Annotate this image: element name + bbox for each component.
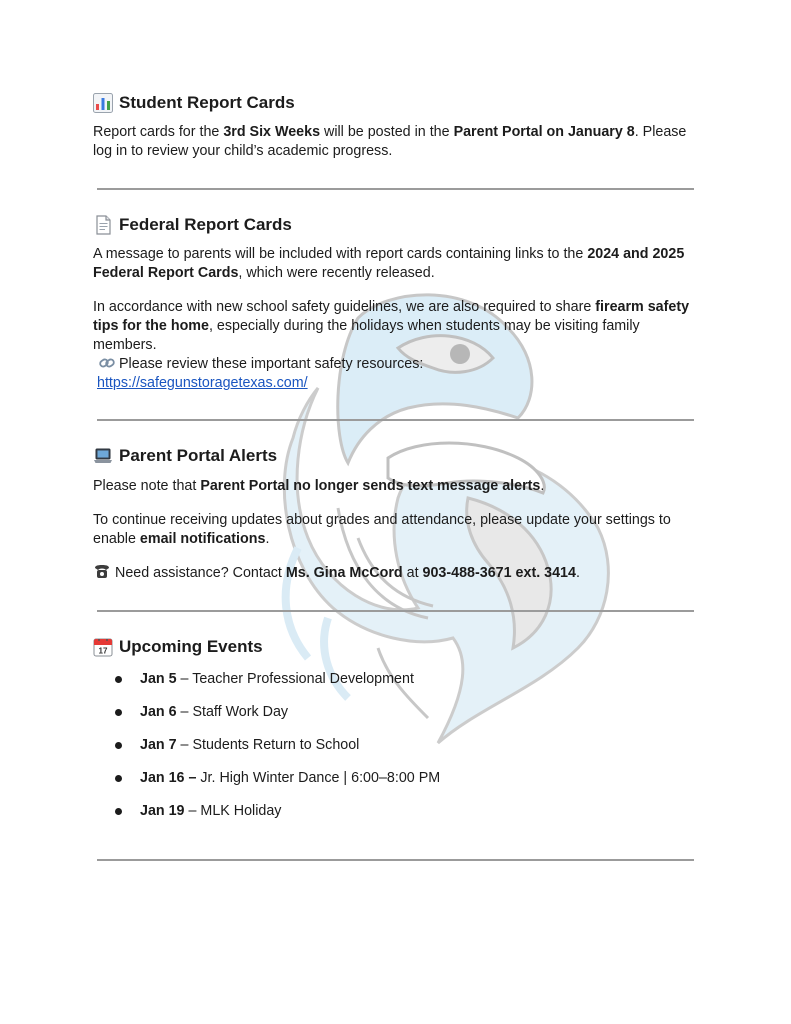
event-item: Jan 5 – Teacher Professional Development	[93, 670, 695, 689]
laptop-icon	[93, 446, 113, 466]
safety-resources-line: Please review these important safety resources:	[93, 355, 695, 374]
federal-title: Federal Report Cards	[119, 215, 292, 234]
newsletter-content	[93, 88, 695, 861]
bullet-icon	[115, 808, 122, 815]
event-item: Jan 6 – Staff Work Day	[93, 703, 695, 722]
portal-title: Parent Portal Alerts	[119, 446, 278, 465]
event-item: Jan 16 – Jr. High Winter Dance | 6:00–8:00 PM	[93, 769, 695, 788]
federal-heading	[93, 210, 695, 240]
phone-icon	[93, 564, 111, 579]
document-icon	[93, 215, 113, 235]
event-item: Jan 7 – Students Return to School	[93, 736, 695, 755]
event-item: Jan 19 – MLK Holiday	[93, 802, 695, 821]
bullet-icon	[115, 676, 122, 683]
federal-paragraph-1: A message to parents will be included with report cards containing links to the 2024 and 2025 Federal Report Cards, which were recently released.	[93, 246, 685, 281]
bar-chart-icon	[93, 93, 113, 113]
bullet-icon	[115, 709, 122, 716]
portal-paragraph-1: Please note that Parent Portal no longer sends text message alerts.	[93, 478, 545, 494]
portal-paragraph-2: To continue receiving updates about grades and attendance, please update your settings to enable email notifications.	[93, 512, 671, 547]
safety-link-line	[93, 374, 695, 393]
report-cards-text: Report cards for the 3rd Six Weeks will be posted in the Parent Portal on January 8. Please log in to review your child’s academic progress.	[93, 124, 687, 159]
federal-paragraph-2: In accordance with new school safety guidelines, we are also required to share firearm safety tips for the home, especially during the holidays when students may be visiting family members.	[93, 299, 690, 353]
safe-gun-storage-link[interactable]: https://safegunstoragetexas.com/	[97, 375, 308, 391]
events-list	[93, 670, 695, 821]
events-title: Upcoming Events	[119, 637, 263, 656]
portal-heading	[93, 441, 695, 471]
calendar-icon	[93, 637, 113, 657]
portal-contact: Need assistance? Contact Ms. Gina McCord at 903-488-3671 ext. 3414.	[93, 564, 695, 583]
link-icon	[99, 356, 115, 370]
events-heading	[93, 632, 695, 662]
report-cards-title: Student Report Cards	[119, 93, 295, 112]
bullet-icon	[115, 775, 122, 782]
calendar-icon-day: 17	[98, 646, 108, 656]
section-divider	[97, 859, 694, 861]
bullet-icon	[115, 742, 122, 749]
report-cards-heading	[93, 88, 695, 118]
